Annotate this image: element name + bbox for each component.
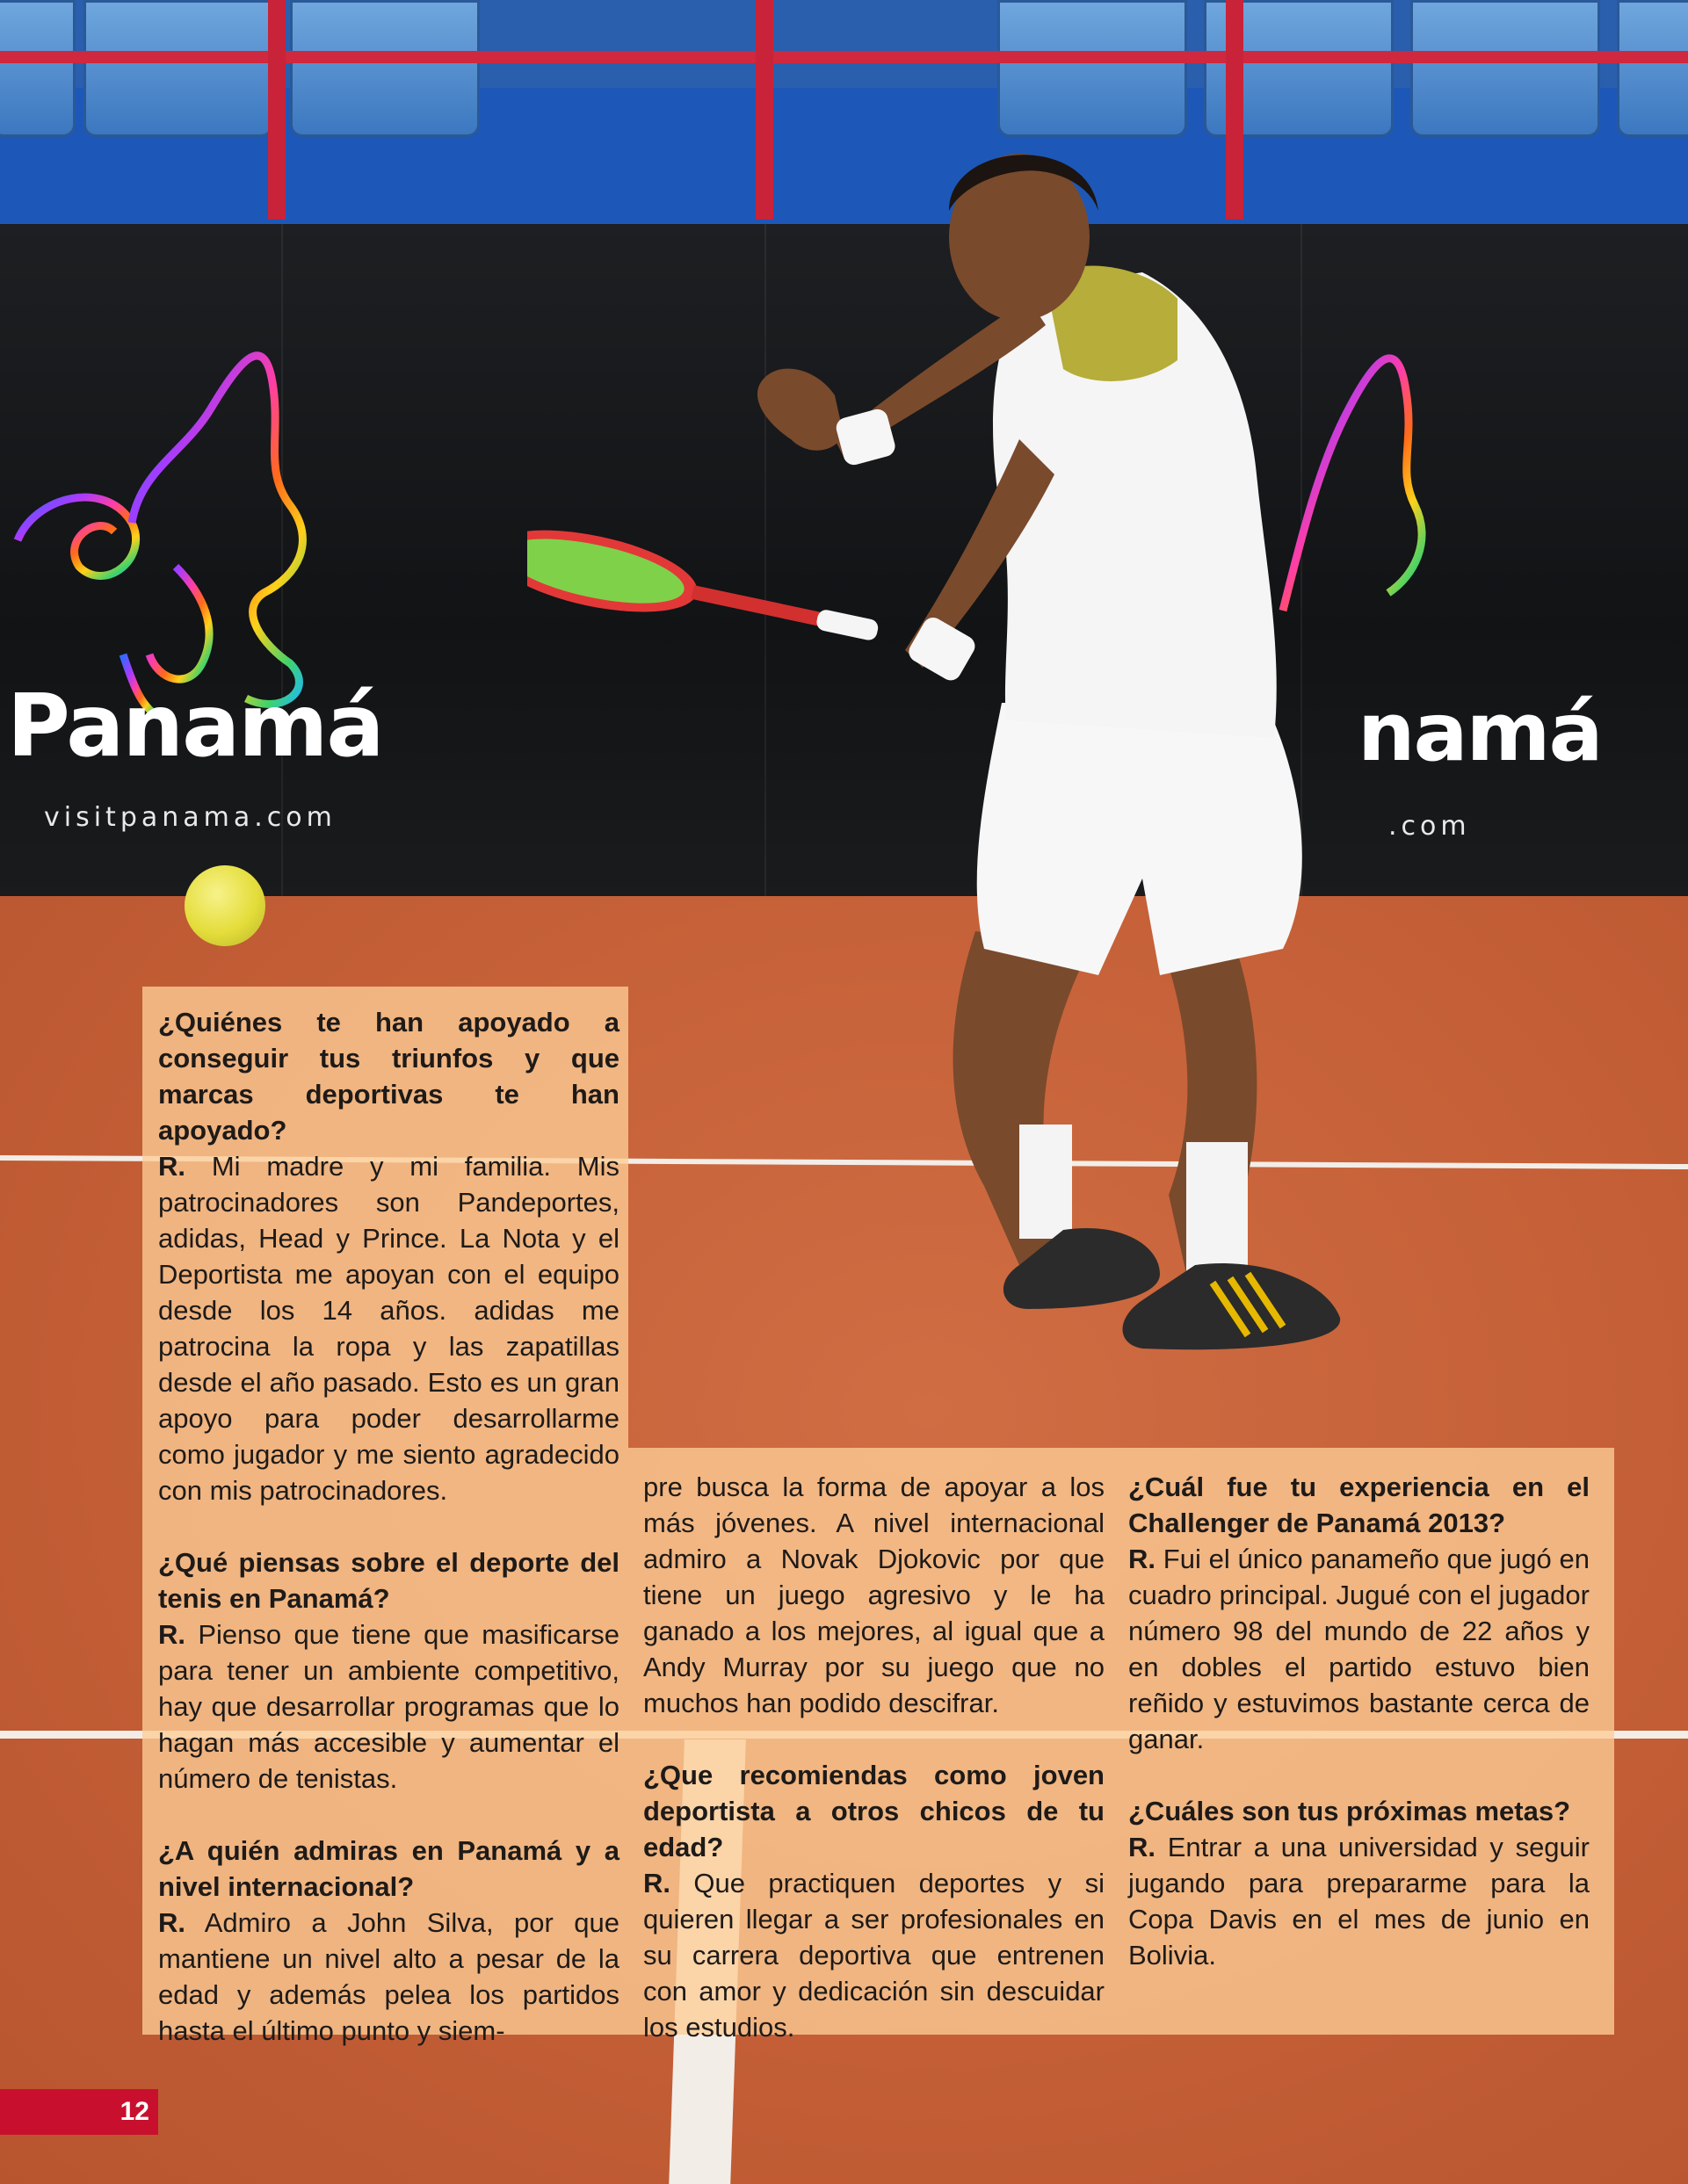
- answer-prefix: R.: [158, 1619, 185, 1650]
- brand-logo-right: namá: [1358, 685, 1602, 779]
- answer-prefix: R.: [158, 1907, 185, 1938]
- brand-url-left: visitpanama.com: [44, 802, 337, 833]
- answer-text: Entrar a una universidad y seguir jugando para prepararme para la Copa Davis en el mes de junio en Bolivia.: [1128, 1832, 1590, 1971]
- answer-challenger: [1128, 1541, 1590, 1757]
- answer-prefix: R.: [1128, 1544, 1156, 1574]
- question-admire: ¿A quién admiras en Panamá y a nivel internacional?: [158, 1835, 619, 1902]
- tennis-player: [527, 105, 1450, 1441]
- answer-tennis-panama: [158, 1616, 619, 1797]
- answer-prefix: R.: [643, 1868, 670, 1898]
- stadium-seat: [0, 0, 76, 137]
- answer-text: Pienso que tiene que masificarse para tener un ambiente competitivo, hay que desarrollar programas que lo hagan más accesible y aumentar el número de tenistas.: [158, 1619, 619, 1794]
- interview-column-2: [643, 1469, 1105, 2081]
- answer-text: Admiro a John Silva, por que mantiene un nivel alto a pesar de la edad y además pelea los partidos hasta el último punto y siem-: [158, 1907, 619, 2046]
- page-number: [0, 2089, 158, 2135]
- answer-prefix: R.: [1128, 1832, 1156, 1862]
- stadium-seat: [83, 0, 273, 137]
- brand-logo-left: Panamá: [7, 676, 383, 777]
- page-number-label: 12: [120, 2097, 149, 2126]
- answer-supporters: [158, 1148, 619, 1508]
- interview-column-3: [1128, 1469, 1590, 2009]
- answer-text: Que practiquen deportes y si quieren llegar a ser profesionales en su carrera deportiva que entrenen con amor y dedicación sin descuidar los estudios.: [643, 1868, 1105, 2043]
- answer-text: Fui el único panameño que jugó en cuadro principal. Jugué con el jugador número 98 del mundo de 22 años y en dobles el partido estuvo bien reñido y estuvimos bastante cerca de ganar.: [1128, 1544, 1590, 1754]
- brand-url-right: .com: [1388, 811, 1471, 842]
- answer-text: Mi madre y mi familia. Mis patrocinadores son Pandeportes, adidas, Head y Prince. La Nota y el Deportista me apoyan con el equipo desde los 14 años. adidas me patrocina la ropa y las zapatillas desde el año pasado. Esto es un gran apoyo para poder desarrollarme como jugador y me siento agradecido con mis patrocinadores.: [158, 1151, 619, 1506]
- question-recommend: ¿Que recomiendas como joven deportista a otros chicos de tu edad?: [643, 1760, 1105, 1862]
- tennis-ball: [185, 865, 265, 946]
- answer-admire-part2: pre busca la forma de apoyar a los más jóvenes. A nivel internacional admiro a Novak Djokovic por que tiene un juego agresivo y le ha ganado a los mejores, al igual que a Andy Murray por su juego que no muchos han podido descifrar.: [643, 1472, 1105, 1718]
- answer-goals: [1128, 1829, 1590, 1973]
- stadium-seat: [1617, 0, 1688, 137]
- question-goals: ¿Cuáles son tus próximas metas?: [1128, 1796, 1571, 1826]
- stadium-seat: [290, 0, 480, 137]
- answer-recommend: [643, 1865, 1105, 2045]
- answer-prefix: R.: [158, 1151, 185, 1182]
- question-supporters: ¿Quiénes te han apoyado a conseguir tus triunfos y que marcas deportivas te han apoyado?: [158, 1007, 619, 1146]
- railing: [0, 51, 1688, 63]
- question-challenger: ¿Cuál fue tu experiencia en el Challenger de Panamá 2013?: [1128, 1472, 1590, 1538]
- question-tennis-panama: ¿Qué piensas sobre el deporte del tenis en Panamá?: [158, 1547, 619, 1614]
- interview-column-1: [158, 1004, 619, 2049]
- answer-admire-part1: [158, 1905, 619, 2049]
- railing-post: [268, 0, 286, 220]
